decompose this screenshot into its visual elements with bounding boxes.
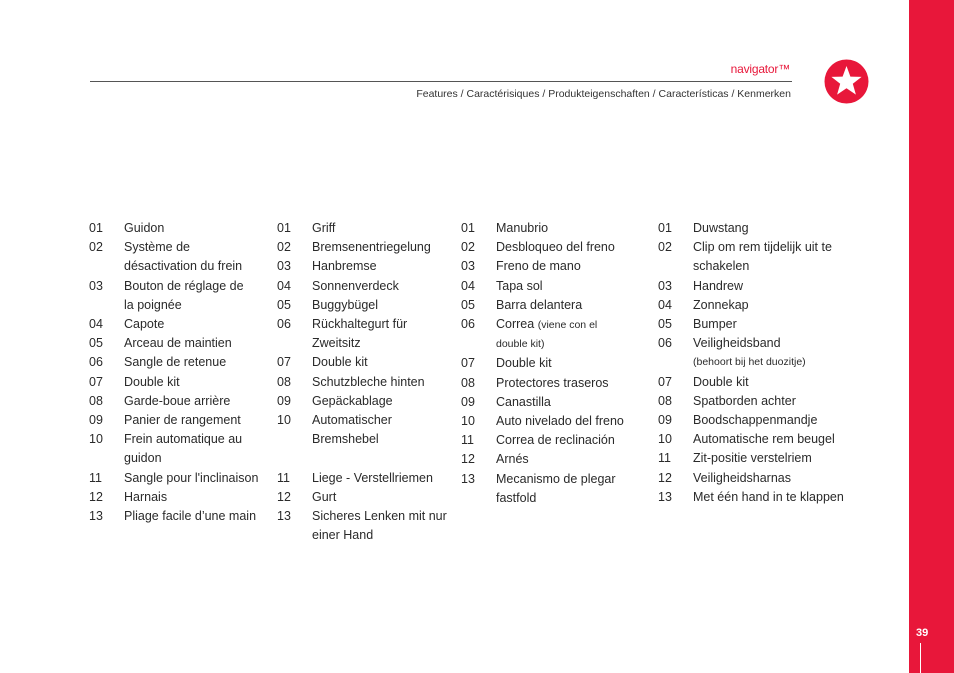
feature-label: Liege - Verstellriemen [312,470,433,485]
feature-item [658,430,858,449]
feature-number: 03 [461,259,475,274]
feature-item [277,392,457,411]
feature-label: Double kit [693,374,749,389]
feature-label-main: Veiligheidsband [693,336,781,351]
feature-number: 03 [277,259,291,274]
feature-label: Double kit [312,355,368,370]
feature-label: Panier de rangement [124,413,241,428]
feature-number: 11 [89,470,102,485]
feature-label: Sangle de retenue [124,355,227,370]
feature-label: Garde-boue arrière [124,393,231,408]
feature-number: 07 [89,374,103,389]
feature-label: Auto nivelado del freno [496,414,624,429]
feature-number: 03 [658,278,672,293]
feature-label: Boodschappenmandje [693,413,818,428]
feature-label: Veiligheidsharnas [693,470,791,485]
feature-number: 06 [277,317,291,332]
feature-label: Arnés [496,452,529,467]
feature-label: Schutzbleche hinten [312,374,425,389]
feature-item [89,430,269,468]
feature-number: 09 [461,394,475,409]
feature-number: 09 [658,413,672,428]
feature-label: Bremsenentriegelung [312,240,431,255]
feature-label: Duwstang [693,221,749,235]
feature-label: fastfold [496,490,537,505]
feature-item [277,277,457,296]
feature-label: Spatborden achter [693,393,796,408]
feature-item [277,238,457,257]
feature-item [89,392,269,411]
feature-label: Double kit [496,356,552,371]
feature-label: Gepäckablage [312,393,393,408]
feature-item [461,257,646,276]
feature-item [658,469,858,488]
page-subtitle: Features / Caractérisiques / Produkteigenschaften / Características / Kenmerken [416,88,791,100]
feature-number: 05 [461,297,475,312]
features-list-es [461,219,646,508]
feature-number: 12 [461,452,475,467]
feature-number: 10 [277,413,291,428]
feature-item [461,374,646,393]
feature-label: Handrew [693,278,744,293]
feature-item [461,354,646,373]
feature-item [89,219,269,238]
feature-label: Manubrio [496,221,549,235]
feature-item [658,411,858,430]
feature-number: 04 [658,297,672,312]
feature-item [461,219,646,238]
feature-number: 05 [658,317,672,332]
feature-item [277,219,457,238]
feature-number: 01 [277,221,291,235]
feature-label: Bouton de réglage de [124,278,244,293]
feature-number: 05 [89,336,103,351]
page-number-rule [920,643,921,673]
feature-item [658,219,858,238]
feature-item [89,507,269,526]
feature-item [658,392,858,411]
feature-number: 01 [461,221,475,235]
feature-note: double kit) [496,338,545,351]
feature-number: 04 [277,278,291,293]
feature-item [89,411,269,430]
feature-item [658,277,858,296]
feature-number: 09 [89,413,103,428]
feature-label: Capote [124,317,165,332]
feature-number: 11 [277,470,290,485]
feature-label: Rückhaltegurt für [312,317,408,332]
features-list-nl [658,219,858,507]
feature-item [277,507,457,545]
feature-item [461,431,646,450]
feature-label: Met één hand in te klappen [693,489,844,504]
feature-number: 06 [89,355,103,370]
feature-item [461,277,646,296]
feature-item [277,257,457,276]
feature-label: Sonnenverdeck [312,278,399,293]
feature-label: Harnais [124,489,168,504]
feature-number: 01 [89,221,103,235]
page-number: 39 [916,627,929,639]
feature-number: 11 [658,451,671,466]
feature-number: 10 [461,414,475,429]
features-list-de [277,219,457,545]
feature-number: 02 [461,240,475,255]
feature-item [461,315,646,354]
feature-number: 02 [277,240,291,255]
feature-number: 13 [461,471,475,486]
feature-label: Sicheres Lenken mit nur [312,509,447,524]
feature-number: 06 [658,336,672,351]
feature-label: la poignée [124,297,182,312]
feature-label: Guidon [124,221,165,235]
feature-number: 13 [658,489,672,504]
feature-label: Protectores traseros [496,375,609,390]
feature-item [277,373,457,392]
feature-number: 07 [277,355,291,370]
feature-item [277,315,457,353]
feature-number: 09 [277,393,291,408]
feature-number: 03 [89,278,103,293]
feature-item [461,393,646,412]
feature-label: Automatischer [312,413,392,428]
feature-label: Zonnekap [693,297,749,312]
feature-number: 13 [277,509,291,524]
feature-label: Mecanismo de plegar [496,471,616,486]
feature-number: 02 [658,240,672,255]
feature-number: 12 [658,470,672,485]
feature-label: guidon [124,451,162,466]
feature-label: Freno de mano [496,259,581,274]
feature-item [89,277,269,315]
feature-item [658,238,858,276]
feature-label: Barra delantera [496,297,583,312]
feature-label-main: Correa [496,317,535,332]
feature-item [461,412,646,431]
feature-label: Correa de reclinación [496,433,615,448]
feature-number: 12 [89,489,103,504]
feature-label: Gurt [312,489,337,504]
feature-label: Tapa sol [496,278,543,293]
feature-label: Canastilla [496,394,551,409]
feature-item [89,238,269,276]
feature-item [461,296,646,315]
feature-item [277,296,457,315]
feature-number: 07 [461,356,475,371]
feature-label: Double kit [124,374,180,389]
features-list-fr [89,219,269,526]
feature-label: schakelen [693,259,750,274]
feature-label: Buggybügel [312,297,379,312]
feature-item [89,353,269,372]
red-sidebar [909,0,954,673]
feature-number: 02 [89,240,103,255]
feature-label: Hanbremse [312,259,377,274]
feature-label: Automatische rem beugel [693,432,835,447]
feature-label [496,315,646,335]
feature-number: 04 [89,317,103,332]
feature-number: 10 [89,432,103,447]
feature-label: désactivation du frein [124,259,243,274]
feature-label: einer Hand [312,528,374,543]
feature-label: Desbloqueo del freno [496,240,615,255]
feature-label: Frein automatique au [124,432,243,447]
feature-note: (behoort bij het duozitje) [693,356,806,369]
feature-number: 06 [461,317,475,332]
feature-item [89,315,269,334]
feature-label: Zit-positie verstelriem [693,451,812,466]
feature-item [658,488,858,507]
feature-label: Sangle pour l'inclinaison [124,470,259,485]
feature-label [693,334,858,353]
feature-label: Zweitsitz [312,336,361,351]
feature-label: Système de [124,240,191,255]
feature-item [89,334,269,353]
feature-number: 08 [89,393,103,408]
feature-item [461,450,646,469]
feature-item [658,334,858,372]
feature-number: 01 [658,221,672,235]
feature-item [461,470,646,508]
feature-label: Bumper [693,317,737,332]
feature-number: 10 [658,432,672,447]
feature-number: 08 [461,375,475,390]
feature-number: 13 [89,509,103,524]
feature-item [277,449,457,487]
feature-number: 04 [461,278,475,293]
feature-item [658,449,858,468]
brand-name: navigator™ [730,62,790,76]
feature-item [89,488,269,507]
feature-number: 08 [277,374,291,389]
feature-item [89,469,269,488]
feature-number: 07 [658,374,672,389]
feature-item [461,238,646,257]
feature-number: 12 [277,489,291,504]
feature-item [658,373,858,392]
header-rule [90,81,792,82]
feature-label: Pliage facile d’une main [124,509,257,524]
feature-item [277,353,457,372]
feature-item [658,296,858,315]
feature-item [658,315,858,334]
feature-item [89,373,269,392]
feature-label: Clip om rem tijdelijk uit te [693,240,832,255]
spacer [277,449,457,468]
feature-number: 11 [461,433,474,448]
feature-item [277,411,457,449]
feature-note: (viene con el [537,319,598,332]
feature-number: 08 [658,393,672,408]
feature-label: Bremshebel [312,432,379,447]
feature-item [277,488,457,507]
feature-number: 05 [277,297,291,312]
feature-label: Griff [312,221,336,235]
star-icon [824,59,869,104]
feature-label: Arceau de maintien [124,336,232,351]
